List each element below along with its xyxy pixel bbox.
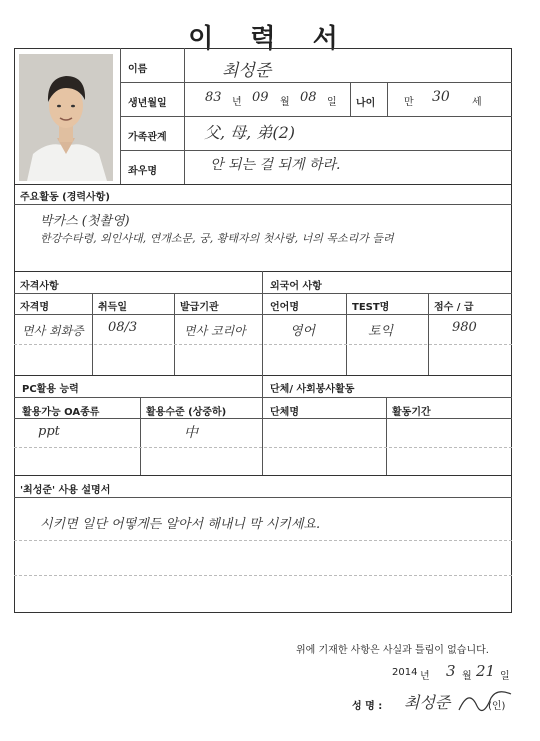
label-birth: 생년월일	[128, 98, 167, 109]
seal-mark: (인)	[488, 701, 506, 712]
person-photo-icon	[19, 54, 113, 181]
pc-col-level: 활용수준 (상중하)	[146, 407, 227, 418]
pc-row-level: 中	[184, 425, 198, 441]
value-birth-month: 09	[252, 90, 269, 105]
birth-day-unit: 일	[327, 97, 337, 108]
footer-year: 2014	[392, 667, 418, 678]
resume-title: 이 력 서	[188, 24, 352, 54]
cert-col-issuer: 발급기관	[180, 302, 219, 313]
value-motto: 안 되는 걸 되게 하라.	[210, 157, 341, 173]
manual-text: 시키면 일단 어떻게든 알아서 해내니 막 시키세요.	[40, 517, 321, 532]
value-birth-day: 08	[300, 90, 317, 105]
social-heading: 단체/ 사회봉사활동	[270, 384, 355, 395]
pc-heading: PC활용 능력	[22, 384, 79, 395]
social-col-org: 단체명	[270, 407, 299, 418]
manual-heading: '최성준' 사용 설명서	[20, 485, 111, 496]
birth-year-unit: 년	[232, 97, 242, 108]
value-family: 父, 母, 弟(2)	[204, 123, 296, 142]
label-family: 가족관계	[128, 132, 167, 143]
footer-statement: 위에 기재한 사항은 사실과 틀림이 없습니다.	[296, 645, 489, 656]
lang-col-lang: 언어명	[270, 302, 299, 313]
lang-row-score: 980	[452, 320, 477, 335]
footer-day-unit: 일	[500, 671, 510, 682]
pc-col-oa: 활용가능 OA종류	[22, 407, 100, 418]
activities-heading: 주요활동 (경력사항)	[20, 192, 110, 203]
value-name: 최성준	[222, 61, 272, 81]
birth-month-unit: 월	[280, 97, 290, 108]
label-age: 나이	[356, 98, 376, 109]
cert-col-date: 취득일	[98, 302, 127, 313]
activities-line-2: 한강수타령, 외인사대, 연개소문, 궁, 황태자의 첫사랑, 너의 목소리가 들려	[40, 232, 394, 245]
age-unit: 세	[472, 97, 482, 108]
age-prefix: 만	[404, 97, 414, 108]
lang-heading: 외국어 사항	[270, 281, 322, 292]
label-name: 이름	[128, 64, 148, 75]
footer-month-unit: 월	[462, 671, 472, 682]
profile-photo	[19, 54, 113, 181]
lang-col-test: TEST명	[352, 302, 390, 313]
footer-year-unit: 년	[420, 671, 430, 682]
cert-row-name: 면사 회화증	[22, 324, 84, 338]
cert-col-name: 자격명	[20, 302, 49, 313]
lang-row-test: 토익	[368, 324, 394, 339]
cert-row-date: 08/3	[108, 320, 138, 335]
sign-label: 성 명 :	[352, 701, 383, 712]
activities-line-1: 박카스 (첫촬영)	[40, 214, 130, 229]
lang-row-lang: 영어	[290, 324, 316, 339]
footer-month: 3	[446, 662, 456, 680]
cert-heading: 자격사항	[20, 281, 59, 292]
lang-col-score: 점수 / 급	[434, 302, 474, 313]
pc-row-oa: ppt	[38, 424, 60, 439]
value-age: 30	[432, 89, 450, 105]
sign-value: 최성준	[404, 693, 451, 712]
label-motto: 좌우명	[128, 166, 157, 177]
cert-row-issuer: 면사 코리아	[184, 324, 246, 338]
signature-stroke-icon	[455, 684, 515, 720]
footer-day: 21	[476, 662, 496, 680]
social-col-period: 활동기간	[392, 407, 431, 418]
value-birth-year: 83	[205, 90, 222, 105]
